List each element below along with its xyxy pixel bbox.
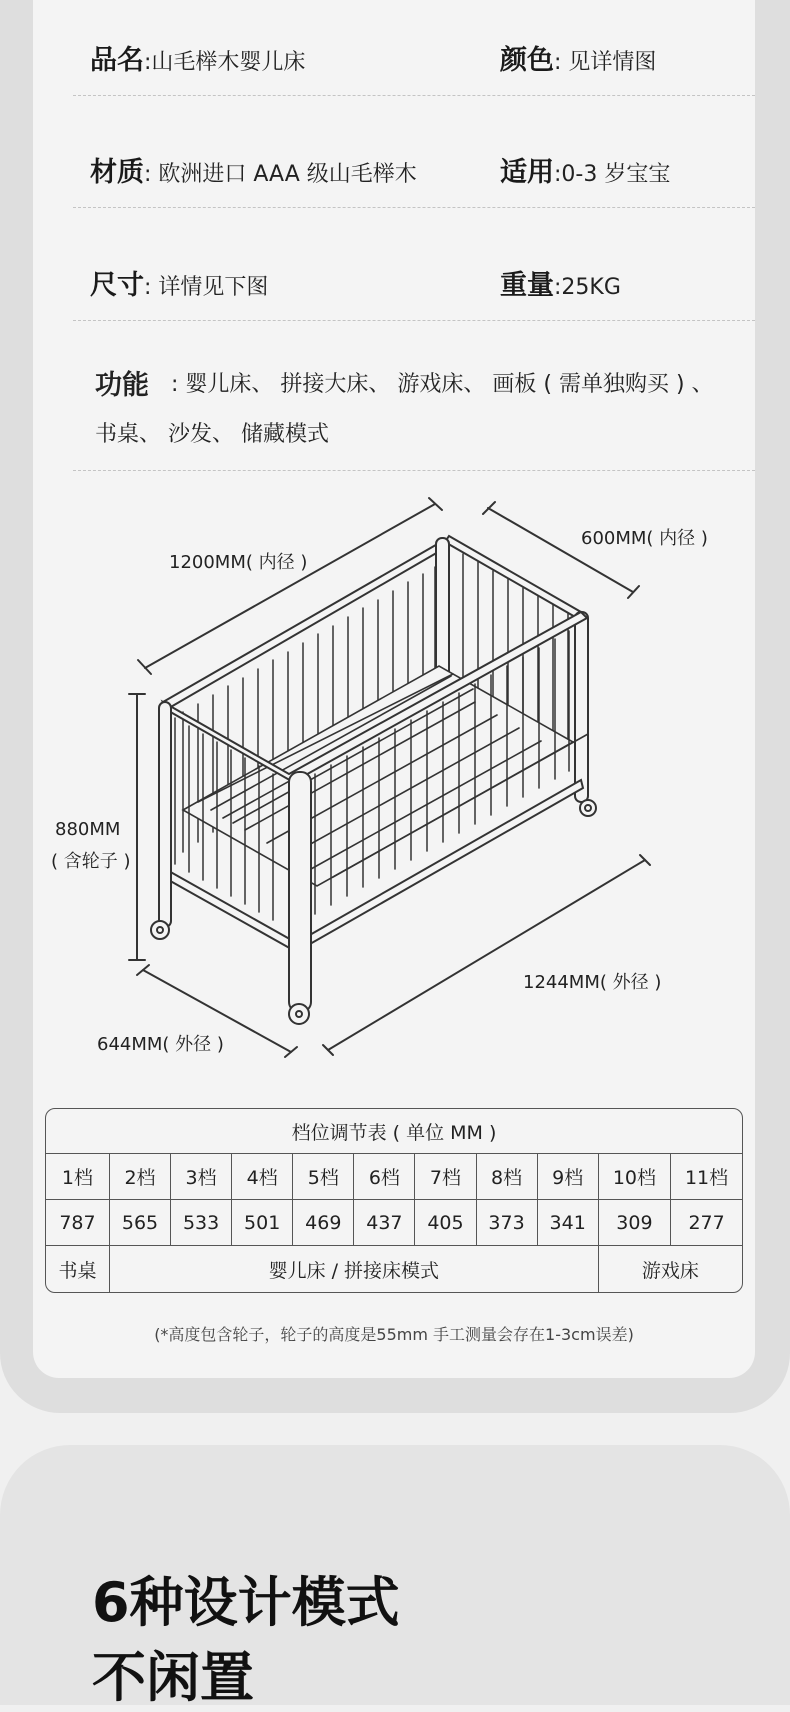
- divider: [73, 95, 755, 96]
- gear-height-cell: 533: [171, 1200, 232, 1246]
- product-size: [90, 263, 268, 302]
- gear-level-cell: 10档: [599, 1154, 671, 1200]
- gear-level-cell: 3档: [171, 1154, 232, 1200]
- size-value: : 详情见下图: [144, 275, 269, 300]
- age-value: :0-3 岁宝宝: [554, 162, 671, 187]
- weight-value: :25KG: [554, 275, 621, 300]
- gear-level-cell: 7档: [415, 1154, 476, 1200]
- gear-height-cell: 787: [46, 1200, 110, 1246]
- product-age: [500, 150, 670, 189]
- divider: [73, 470, 755, 471]
- table-row: [46, 1246, 742, 1292]
- spec-card: [33, 0, 755, 1378]
- weight-label: 重量: [500, 270, 554, 301]
- divider: [73, 207, 755, 208]
- gear-height-cell: 309: [599, 1200, 671, 1246]
- function-text-line2: 书桌、 沙发、 储藏模式: [95, 422, 329, 447]
- product-weight: [500, 263, 621, 302]
- design-mode-title: 6种设计模式: [92, 1571, 400, 1634]
- product-name-label: 品名: [90, 45, 144, 76]
- gear-height-cell: 501: [232, 1200, 293, 1246]
- material-value: : 欧洲进口 AAA 级山毛榉木: [144, 162, 417, 187]
- color-label: 颜色: [500, 45, 554, 76]
- dim-width-outer: 644MM( 外径 ): [97, 1034, 224, 1055]
- product-name-value: :山毛榉木婴儿床: [144, 50, 306, 75]
- gear-height-cell: 277: [671, 1200, 742, 1246]
- table-row: [46, 1200, 742, 1246]
- gear-level-cell: 2档: [110, 1154, 171, 1200]
- gear-table-title: 档位调节表 ( 单位 MM ): [46, 1109, 742, 1154]
- gear-height-cell: 565: [110, 1200, 171, 1246]
- age-label: 适用: [500, 157, 554, 188]
- design-mode-subtitle: 不闲置: [92, 1646, 254, 1709]
- color-value: : 见详情图: [554, 50, 657, 75]
- dim-line-length-inner: [145, 504, 435, 668]
- mode-crib-cell: 婴儿床 / 拼接床模式: [110, 1246, 599, 1292]
- gear-level-cell: 4档: [232, 1154, 293, 1200]
- gear-height-cell: 437: [354, 1200, 415, 1246]
- dim-height: 880MM: [55, 819, 121, 840]
- mode-desk-cell: 书桌: [46, 1246, 110, 1292]
- product-name: [90, 38, 305, 77]
- gear-level-cell: 9档: [538, 1154, 599, 1200]
- product-material: [90, 150, 417, 189]
- gear-level-cell: 11档: [671, 1154, 742, 1200]
- gear-adjustment-table: [45, 1108, 743, 1293]
- size-label: 尺寸: [90, 270, 144, 301]
- product-color: [500, 38, 656, 77]
- gear-height-cell: 405: [415, 1200, 476, 1246]
- function-text-line1: : 婴儿床、 拼接大床、 游戏床、 画板 ( 需单独购买 ) 、: [171, 372, 714, 397]
- dim-width-inner: 600MM( 内径 ): [581, 528, 708, 549]
- table-row: [46, 1154, 742, 1200]
- material-label: 材质: [90, 157, 144, 188]
- gear-height-cell: 341: [538, 1200, 599, 1246]
- dim-length-outer: 1244MM( 外径 ): [523, 972, 662, 993]
- measurement-note: (*高度包含轮子，轮子的高度是55mm 手工测量会存在1-3cm误差): [154, 1325, 634, 1344]
- dim-line-length-outer: [328, 860, 645, 1050]
- gear-level-cell: 1档: [46, 1154, 110, 1200]
- divider: [73, 320, 755, 321]
- gear-height-cell: 373: [477, 1200, 538, 1246]
- gear-level-cell: 8档: [477, 1154, 538, 1200]
- dim-length-inner: 1200MM( 内径 ): [169, 552, 308, 573]
- gear-level-cell: 6档: [354, 1154, 415, 1200]
- function-label: 功能: [95, 370, 149, 401]
- gear-level-cell: 5档: [293, 1154, 354, 1200]
- mode-play-cell: 游戏床: [641, 1259, 699, 1282]
- dim-height-note: ( 含轮子 ): [51, 851, 131, 872]
- gear-height-cell: 469: [293, 1200, 354, 1246]
